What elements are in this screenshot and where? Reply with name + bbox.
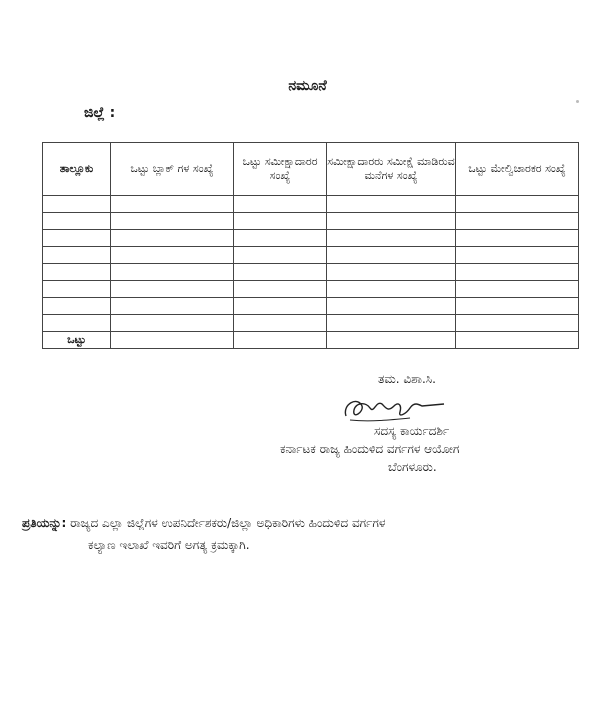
table-cell[interactable] xyxy=(111,281,234,298)
table-cell[interactable] xyxy=(327,281,456,298)
header-taluk: ತಾಲ್ಲೂಕು xyxy=(43,143,111,196)
table-cell[interactable] xyxy=(234,332,327,349)
table-cell[interactable] xyxy=(111,230,234,247)
table-cell[interactable] xyxy=(43,315,111,332)
table-cell[interactable] xyxy=(43,230,111,247)
signature-initials: ತಮ. ವಿಶಾ.ಸಿ. xyxy=(378,372,436,386)
scan-speck xyxy=(576,100,579,103)
table-cell[interactable] xyxy=(111,298,234,315)
copy-to-line2: ಕಲ್ಯಾಣ ಇಲಾಖೆ ಇವರಿಗೆ ಅಗತ್ಯ ಕ್ರಮಕ್ಕಾಗಿ. xyxy=(88,538,250,552)
table-cell[interactable] xyxy=(327,298,456,315)
table-cell[interactable] xyxy=(111,315,234,332)
table-cell[interactable] xyxy=(327,332,456,349)
district-label: ಜಿಲ್ಲೆ : xyxy=(84,105,116,121)
table-cell[interactable] xyxy=(327,213,456,230)
header-total-surveyors: ಒಟ್ಟು ಸಮೀಕ್ಷಾದಾರರ ಸಂಖ್ಯೆ xyxy=(234,143,327,196)
table-cell[interactable] xyxy=(111,196,234,213)
table-cell[interactable] xyxy=(327,247,456,264)
table-cell[interactable] xyxy=(234,230,327,247)
table-row xyxy=(43,315,579,332)
signature-place: ಬೆಂಗಳೂರು. xyxy=(388,460,437,474)
table-row xyxy=(43,196,579,213)
page-title: ನಮೂನೆ xyxy=(288,78,327,94)
table-cell[interactable] xyxy=(234,281,327,298)
table-cell[interactable] xyxy=(234,196,327,213)
table-cell[interactable] xyxy=(327,230,456,247)
table-cell[interactable] xyxy=(234,213,327,230)
table-row xyxy=(43,230,579,247)
table-cell[interactable] xyxy=(456,213,579,230)
copy-to-section xyxy=(22,512,582,556)
table-total-row xyxy=(43,332,579,349)
table-cell[interactable] xyxy=(43,196,111,213)
table-row xyxy=(43,247,579,264)
table-cell[interactable] xyxy=(327,264,456,281)
table-cell[interactable] xyxy=(327,315,456,332)
table-cell[interactable] xyxy=(43,213,111,230)
table-cell[interactable] xyxy=(456,332,579,349)
form-table xyxy=(42,142,578,349)
table-cell[interactable] xyxy=(456,315,579,332)
table-cell[interactable] xyxy=(456,281,579,298)
signature-designation: ಸದಸ್ಯ ಕಾರ್ಯದರ್ಶಿ xyxy=(374,424,450,438)
table-row xyxy=(43,281,579,298)
signature-organisation: ಕರ್ನಾಟಕ ರಾಜ್ಯ ಹಿಂದುಳಿದ ವರ್ಗಗಳ ಆಯೋಗ xyxy=(280,442,460,456)
table-cell[interactable] xyxy=(111,247,234,264)
header-total-blocks: ಒಟ್ಟು ಬ್ಲಾಕ್ ಗಳ ಸಂಖ್ಯೆ xyxy=(111,143,234,196)
table-cell[interactable] xyxy=(327,196,456,213)
table-cell[interactable] xyxy=(111,213,234,230)
table-header-row xyxy=(43,143,579,196)
table-row xyxy=(43,213,579,230)
table-cell[interactable] xyxy=(234,264,327,281)
table-cell[interactable] xyxy=(234,247,327,264)
table-cell[interactable] xyxy=(234,298,327,315)
table-cell[interactable] xyxy=(43,264,111,281)
copy-to-line1: ರಾಜ್ಯದ ಎಲ್ಲಾ ಜಿಲ್ಲೆಗಳ ಉಪನಿರ್ದೇಶಕರು/ಜಿಲ್ಲಾ ಅಧಿಕಾರಿಗಳು ಹಿಂದುಳಿದ ವರ್ಗಗಳ xyxy=(70,516,386,530)
table-cell[interactable] xyxy=(43,298,111,315)
table-cell[interactable] xyxy=(456,247,579,264)
table-cell[interactable] xyxy=(111,332,234,349)
table-cell[interactable] xyxy=(456,264,579,281)
table-cell[interactable] xyxy=(234,315,327,332)
table-cell[interactable] xyxy=(456,298,579,315)
signature-scribble xyxy=(340,390,450,426)
table-cell[interactable] xyxy=(456,196,579,213)
header-houses-surveyed: ಸಮೀಕ್ಷಾದಾರರು ಸಮೀಕ್ಷೆ ಮಾಡಿರುವ ಮನೆಗಳ ಸಂಖ್ಯೆ xyxy=(327,143,456,196)
table-row xyxy=(43,298,579,315)
table-row xyxy=(43,264,579,281)
table-cell[interactable] xyxy=(43,281,111,298)
table-cell[interactable] xyxy=(43,247,111,264)
copy-to-label: ಪ್ರತಿಯನ್ನು: xyxy=(22,516,67,530)
table-cell[interactable] xyxy=(456,230,579,247)
header-total-supervisors: ಒಟ್ಟು ಮೇಲ್ವಿಚಾರಕರ ಸಂಖ್ಯೆ xyxy=(456,143,579,196)
total-label: ಒಟ್ಟು xyxy=(43,332,111,349)
table-cell[interactable] xyxy=(111,264,234,281)
